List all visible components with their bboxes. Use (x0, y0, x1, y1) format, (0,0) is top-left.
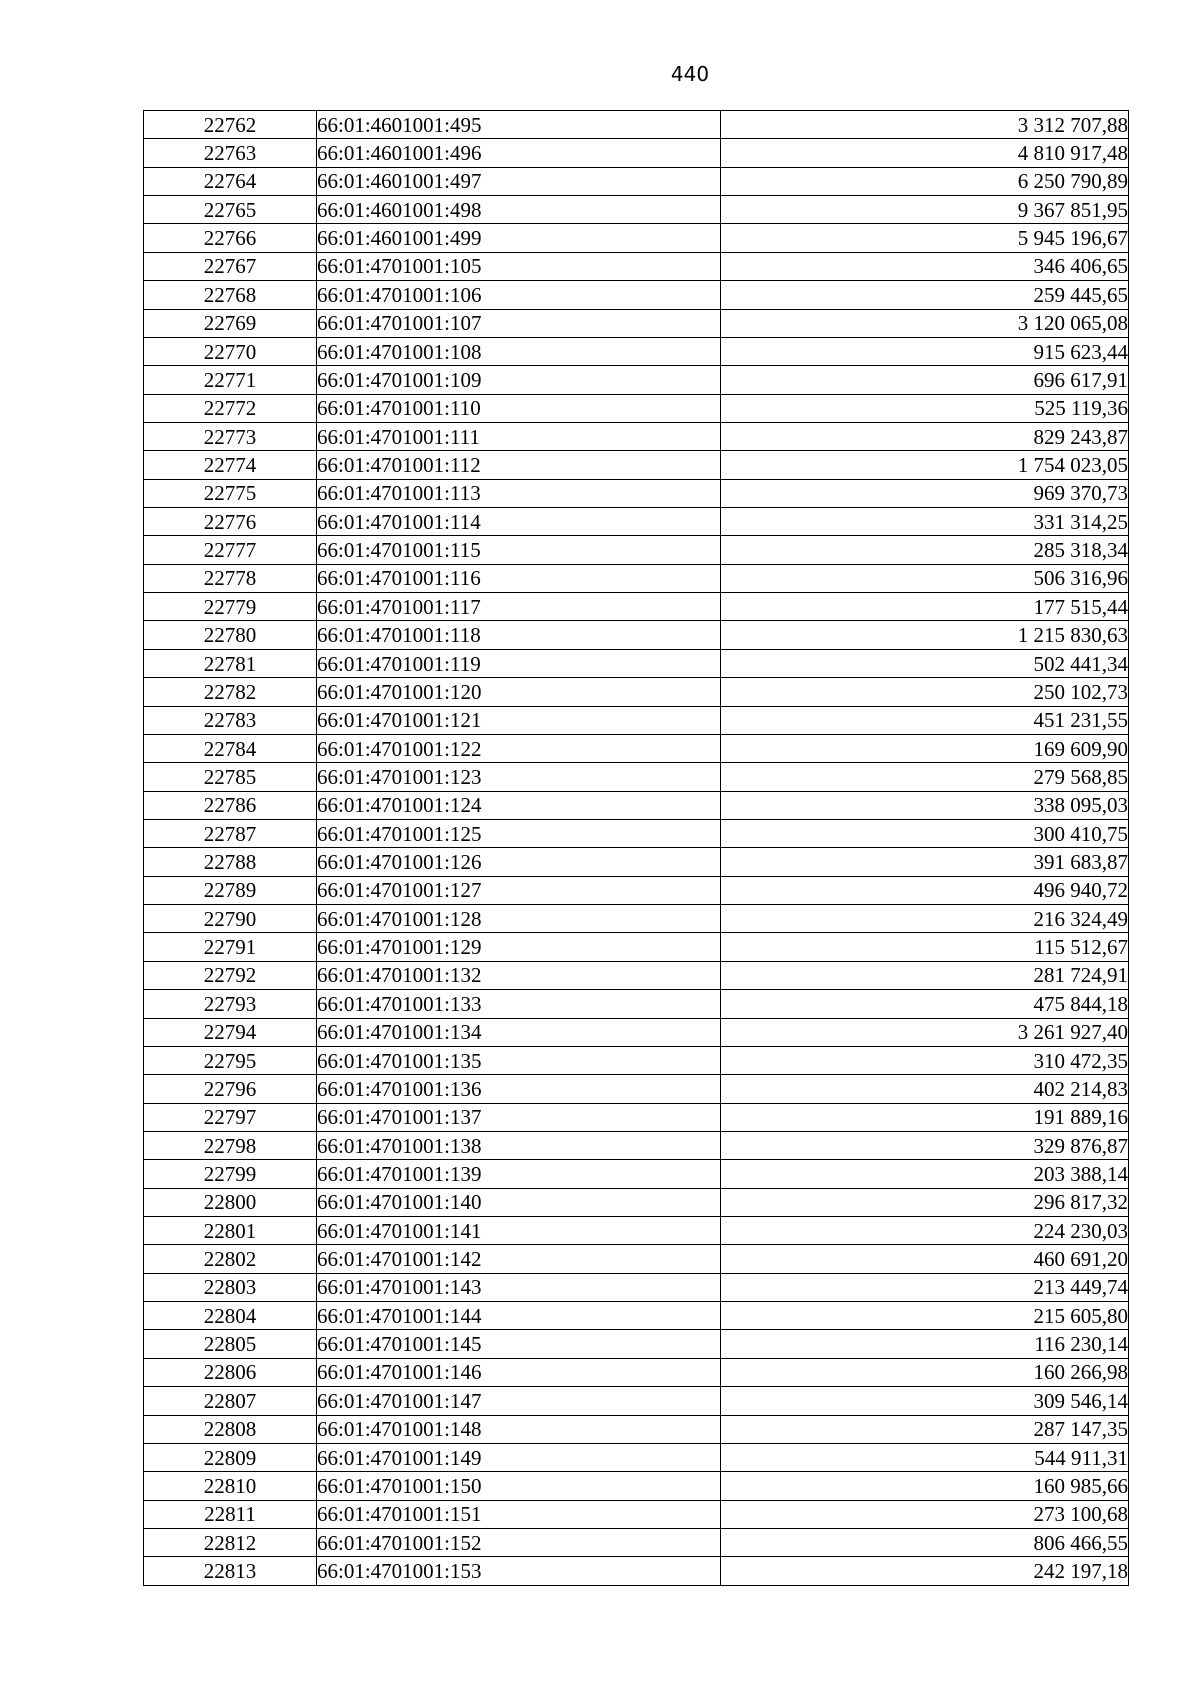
table-row (144, 309, 1129, 337)
row-number-cell: 22763 (144, 139, 317, 167)
cadastral-number-cell: 66:01:4601001:495 (317, 111, 721, 139)
row-number-cell: 22765 (144, 196, 317, 224)
row-number-cell: 22786 (144, 791, 317, 819)
row-number-cell: 22783 (144, 706, 317, 734)
cadastral-number-cell: 66:01:4701001:122 (317, 734, 721, 762)
row-number-cell: 22809 (144, 1443, 317, 1471)
row-number-cell: 22780 (144, 621, 317, 649)
cadastral-number-cell: 66:01:4601001:497 (317, 167, 721, 195)
table-row (144, 1188, 1129, 1216)
cadastral-value-cell: 329 876,87 (721, 1131, 1129, 1159)
table-row (144, 1330, 1129, 1358)
cadastral-value-cell: 191 889,16 (721, 1103, 1129, 1131)
table-row (144, 1103, 1129, 1131)
table-row (144, 763, 1129, 791)
cadastral-number-cell: 66:01:4701001:152 (317, 1528, 721, 1556)
table-row (144, 1528, 1129, 1556)
cadastral-number-cell: 66:01:4701001:150 (317, 1472, 721, 1500)
cadastral-number-cell: 66:01:4701001:128 (317, 905, 721, 933)
row-number-cell: 22774 (144, 451, 317, 479)
cadastral-number-cell: 66:01:4701001:135 (317, 1046, 721, 1074)
cadastral-value-cell: 9 367 851,95 (721, 196, 1129, 224)
row-number-cell: 22773 (144, 422, 317, 450)
row-number-cell: 22782 (144, 678, 317, 706)
cadastral-number-cell: 66:01:4701001:114 (317, 508, 721, 536)
table-row (144, 394, 1129, 422)
row-number-cell: 22800 (144, 1188, 317, 1216)
cadastral-number-cell: 66:01:4701001:121 (317, 706, 721, 734)
cadastral-value-cell: 203 388,14 (721, 1160, 1129, 1188)
table-row (144, 734, 1129, 762)
cadastral-value-cell: 402 214,83 (721, 1075, 1129, 1103)
table-row (144, 252, 1129, 280)
cadastral-value-cell: 242 197,18 (721, 1557, 1129, 1585)
row-number-cell: 22802 (144, 1245, 317, 1273)
cadastral-number-cell: 66:01:4701001:149 (317, 1443, 721, 1471)
table-row (144, 876, 1129, 904)
table-row (144, 224, 1129, 252)
cadastral-number-cell: 66:01:4701001:146 (317, 1358, 721, 1386)
cadastral-number-cell: 66:01:4701001:125 (317, 819, 721, 847)
table-row (144, 621, 1129, 649)
row-number-cell: 22811 (144, 1500, 317, 1528)
row-number-cell: 22787 (144, 819, 317, 847)
table-row (144, 1358, 1129, 1386)
table-row (144, 281, 1129, 309)
row-number-cell: 22781 (144, 649, 317, 677)
cadastral-value-cell: 160 266,98 (721, 1358, 1129, 1386)
table-row (144, 848, 1129, 876)
table-row (144, 536, 1129, 564)
cadastral-value-cell: 544 911,31 (721, 1443, 1129, 1471)
table-row (144, 1273, 1129, 1301)
table-row (144, 1443, 1129, 1471)
cadastral-value-cell: 216 324,49 (721, 905, 1129, 933)
row-number-cell: 22770 (144, 337, 317, 365)
cadastral-number-cell: 66:01:4601001:499 (317, 224, 721, 252)
cadastral-value-cell: 213 449,74 (721, 1273, 1129, 1301)
table-row (144, 649, 1129, 677)
table-row (144, 451, 1129, 479)
cadastral-number-cell: 66:01:4701001:129 (317, 933, 721, 961)
cadastral-value-cell: 296 817,32 (721, 1188, 1129, 1216)
row-number-cell: 22790 (144, 905, 317, 933)
row-number-cell: 22813 (144, 1557, 317, 1585)
table-row (144, 1415, 1129, 1443)
row-number-cell: 22777 (144, 536, 317, 564)
row-number-cell: 22805 (144, 1330, 317, 1358)
row-number-cell: 22775 (144, 479, 317, 507)
cadastral-value-cell: 338 095,03 (721, 791, 1129, 819)
cadastral-value-cell: 346 406,65 (721, 252, 1129, 280)
cadastral-number-cell: 66:01:4601001:498 (317, 196, 721, 224)
cadastral-value-cell: 273 100,68 (721, 1500, 1129, 1528)
table-row (144, 564, 1129, 592)
row-number-cell: 22767 (144, 252, 317, 280)
table-row (144, 961, 1129, 989)
table-row (144, 139, 1129, 167)
cadastral-number-cell: 66:01:4701001:132 (317, 961, 721, 989)
cadastral-value-cell: 3 120 065,08 (721, 309, 1129, 337)
cadastral-number-cell: 66:01:4701001:147 (317, 1387, 721, 1415)
row-number-cell: 22807 (144, 1387, 317, 1415)
cadastral-number-cell: 66:01:4701001:134 (317, 1018, 721, 1046)
table-row (144, 1500, 1129, 1528)
row-number-cell: 22810 (144, 1472, 317, 1500)
cadastral-value-cell: 915 623,44 (721, 337, 1129, 365)
cadastral-value-cell: 4 810 917,48 (721, 139, 1129, 167)
row-number-cell: 22772 (144, 394, 317, 422)
table-row (144, 508, 1129, 536)
row-number-cell: 22804 (144, 1302, 317, 1330)
cadastral-number-cell: 66:01:4701001:126 (317, 848, 721, 876)
table-row (144, 1075, 1129, 1103)
cadastral-number-cell: 66:01:4701001:151 (317, 1500, 721, 1528)
cadastral-value-cell: 502 441,34 (721, 649, 1129, 677)
row-number-cell: 22771 (144, 366, 317, 394)
cadastral-value-cell: 391 683,87 (721, 848, 1129, 876)
table-row (144, 933, 1129, 961)
cadastral-value-cell: 3 312 707,88 (721, 111, 1129, 139)
row-number-cell: 22789 (144, 876, 317, 904)
cadastral-number-cell: 66:01:4701001:153 (317, 1557, 721, 1585)
page-number: 440 (670, 62, 710, 86)
cadastral-number-cell: 66:01:4701001:109 (317, 366, 721, 394)
cadastral-value-cell: 506 316,96 (721, 564, 1129, 592)
row-number-cell: 22769 (144, 309, 317, 337)
cadastral-number-cell: 66:01:4701001:110 (317, 394, 721, 422)
row-number-cell: 22762 (144, 111, 317, 139)
row-number-cell: 22808 (144, 1415, 317, 1443)
cadastral-number-cell: 66:01:4701001:139 (317, 1160, 721, 1188)
table-body (144, 111, 1129, 1586)
table-row (144, 1217, 1129, 1245)
cadastral-number-cell: 66:01:4701001:115 (317, 536, 721, 564)
cadastral-value-cell: 300 410,75 (721, 819, 1129, 847)
cadastral-number-cell: 66:01:4701001:117 (317, 593, 721, 621)
cadastral-number-cell: 66:01:4701001:142 (317, 1245, 721, 1273)
cadastral-value-cell: 6 250 790,89 (721, 167, 1129, 195)
row-number-cell: 22799 (144, 1160, 317, 1188)
table-row (144, 1160, 1129, 1188)
cadastral-value-cell: 281 724,91 (721, 961, 1129, 989)
table-row (144, 593, 1129, 621)
row-number-cell: 22766 (144, 224, 317, 252)
cadastral-value-cell: 116 230,14 (721, 1330, 1129, 1358)
table-row (144, 791, 1129, 819)
cadastral-value-cell: 259 445,65 (721, 281, 1129, 309)
cadastral-number-cell: 66:01:4701001:112 (317, 451, 721, 479)
cadastral-value-cell: 224 230,03 (721, 1217, 1129, 1245)
cadastral-number-cell: 66:01:4701001:137 (317, 1103, 721, 1131)
cadastral-number-cell: 66:01:4601001:496 (317, 139, 721, 167)
table-row (144, 1018, 1129, 1046)
cadastral-value-cell: 829 243,87 (721, 422, 1129, 450)
table-row (144, 167, 1129, 195)
cadastral-number-cell: 66:01:4701001:106 (317, 281, 721, 309)
row-number-cell: 22806 (144, 1358, 317, 1386)
table-row (144, 1046, 1129, 1074)
row-number-cell: 22792 (144, 961, 317, 989)
cadastral-number-cell: 66:01:4701001:113 (317, 479, 721, 507)
cadastral-value-cell: 460 691,20 (721, 1245, 1129, 1273)
cadastral-value-cell: 309 546,14 (721, 1387, 1129, 1415)
cadastral-value-table (143, 110, 1129, 1586)
cadastral-number-cell: 66:01:4701001:107 (317, 309, 721, 337)
cadastral-number-cell: 66:01:4701001:111 (317, 422, 721, 450)
row-number-cell: 22778 (144, 564, 317, 592)
table-row (144, 1387, 1129, 1415)
cadastral-number-cell: 66:01:4701001:105 (317, 252, 721, 280)
cadastral-value-cell: 250 102,73 (721, 678, 1129, 706)
row-number-cell: 22798 (144, 1131, 317, 1159)
cadastral-value-cell: 496 940,72 (721, 876, 1129, 904)
row-number-cell: 22776 (144, 508, 317, 536)
row-number-cell: 22797 (144, 1103, 317, 1131)
table-row (144, 990, 1129, 1018)
cadastral-value-cell: 451 231,55 (721, 706, 1129, 734)
table-row (144, 819, 1129, 847)
cadastral-value-cell: 279 568,85 (721, 763, 1129, 791)
table-row (144, 422, 1129, 450)
row-number-cell: 22788 (144, 848, 317, 876)
table-row (144, 1557, 1129, 1585)
cadastral-number-cell: 66:01:4701001:144 (317, 1302, 721, 1330)
row-number-cell: 22791 (144, 933, 317, 961)
cadastral-value-cell: 1 754 023,05 (721, 451, 1129, 479)
row-number-cell: 22784 (144, 734, 317, 762)
cadastral-value-cell: 177 515,44 (721, 593, 1129, 621)
cadastral-number-cell: 66:01:4701001:145 (317, 1330, 721, 1358)
row-number-cell: 22779 (144, 593, 317, 621)
row-number-cell: 22812 (144, 1528, 317, 1556)
cadastral-number-cell: 66:01:4701001:138 (317, 1131, 721, 1159)
table-row (144, 337, 1129, 365)
cadastral-value-cell: 169 609,90 (721, 734, 1129, 762)
cadastral-number-cell: 66:01:4701001:133 (317, 990, 721, 1018)
cadastral-number-cell: 66:01:4701001:124 (317, 791, 721, 819)
cadastral-value-cell: 806 466,55 (721, 1528, 1129, 1556)
cadastral-number-cell: 66:01:4701001:143 (317, 1273, 721, 1301)
cadastral-value-cell: 285 318,34 (721, 536, 1129, 564)
cadastral-number-cell: 66:01:4701001:141 (317, 1217, 721, 1245)
row-number-cell: 22793 (144, 990, 317, 1018)
row-number-cell: 22768 (144, 281, 317, 309)
cadastral-value-cell: 969 370,73 (721, 479, 1129, 507)
row-number-cell: 22803 (144, 1273, 317, 1301)
cadastral-value-cell: 5 945 196,67 (721, 224, 1129, 252)
cadastral-value-cell: 3 261 927,40 (721, 1018, 1129, 1046)
cadastral-number-cell: 66:01:4701001:127 (317, 876, 721, 904)
cadastral-number-cell: 66:01:4701001:123 (317, 763, 721, 791)
cadastral-value-cell: 115 512,67 (721, 933, 1129, 961)
table-row (144, 196, 1129, 224)
row-number-cell: 22764 (144, 167, 317, 195)
cadastral-number-cell: 66:01:4701001:119 (317, 649, 721, 677)
row-number-cell: 22785 (144, 763, 317, 791)
cadastral-value-cell: 215 605,80 (721, 1302, 1129, 1330)
cadastral-value-cell: 310 472,35 (721, 1046, 1129, 1074)
table-row (144, 111, 1129, 139)
table-row (144, 1472, 1129, 1500)
cadastral-value-cell: 331 314,25 (721, 508, 1129, 536)
cadastral-number-cell: 66:01:4701001:120 (317, 678, 721, 706)
row-number-cell: 22794 (144, 1018, 317, 1046)
cadastral-value-cell: 287 147,35 (721, 1415, 1129, 1443)
table-row (144, 905, 1129, 933)
cadastral-number-cell: 66:01:4701001:148 (317, 1415, 721, 1443)
cadastral-number-cell: 66:01:4701001:118 (317, 621, 721, 649)
table-row (144, 678, 1129, 706)
table-row (144, 1131, 1129, 1159)
cadastral-value-cell: 1 215 830,63 (721, 621, 1129, 649)
cadastral-value-cell: 696 617,91 (721, 366, 1129, 394)
cadastral-number-cell: 66:01:4701001:116 (317, 564, 721, 592)
row-number-cell: 22795 (144, 1046, 317, 1074)
cadastral-number-cell: 66:01:4701001:108 (317, 337, 721, 365)
cadastral-value-cell: 475 844,18 (721, 990, 1129, 1018)
cadastral-value-cell: 160 985,66 (721, 1472, 1129, 1500)
table-row (144, 706, 1129, 734)
cadastral-value-cell: 525 119,36 (721, 394, 1129, 422)
cadastral-number-cell: 66:01:4701001:136 (317, 1075, 721, 1103)
cadastral-number-cell: 66:01:4701001:140 (317, 1188, 721, 1216)
row-number-cell: 22796 (144, 1075, 317, 1103)
row-number-cell: 22801 (144, 1217, 317, 1245)
table-row (144, 366, 1129, 394)
table-row (144, 1245, 1129, 1273)
table-row (144, 479, 1129, 507)
table-row (144, 1302, 1129, 1330)
